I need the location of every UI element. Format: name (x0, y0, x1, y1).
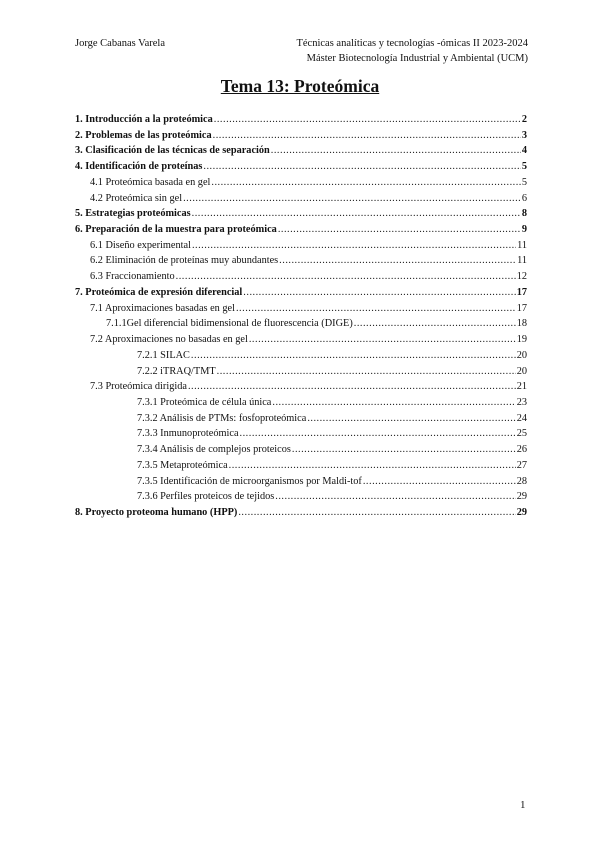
toc-entry-title: 4.1 Proteómica basada en gel (90, 176, 211, 188)
toc-entry-title: 7.3.5 Identificación de microorganismos por Maldi-tof (137, 475, 362, 487)
course-info (296, 36, 528, 66)
toc-leader-dots (243, 285, 515, 301)
course-line-2: Máster Biotecnología Industrial y Ambiental (UCM) (306, 53, 528, 64)
toc-leader-dots (271, 143, 521, 159)
toc-leader-dots (203, 159, 520, 175)
toc-entry[interactable] (75, 285, 527, 301)
toc-entry[interactable] (75, 332, 527, 348)
toc-entry[interactable] (75, 316, 527, 332)
toc-entry-page: 6 (521, 192, 527, 204)
toc-entry-title: 6. Preparación de la muestra para proteómica (75, 224, 277, 236)
page-title: Tema 13: Proteómica (220, 76, 380, 96)
toc-leader-dots (279, 253, 516, 269)
toc-entry-page: 29 (516, 491, 527, 503)
toc-entry-title: 7.3.5 Metaproteómica (137, 459, 228, 471)
toc-leader-dots (240, 426, 516, 442)
toc-entry[interactable] (75, 489, 527, 505)
toc-entry-page: 5 (521, 161, 527, 173)
toc-entry[interactable] (75, 191, 527, 207)
toc-leader-dots (278, 222, 521, 238)
toc-entry-title: 7.2 Aproximaciones no basadas en gel (90, 334, 248, 346)
toc-entry-title: 6.2 Eliminación de proteínas muy abundantes (90, 255, 279, 267)
toc-leader-dots (272, 395, 515, 411)
toc-entry[interactable] (75, 348, 527, 364)
toc-leader-dots (192, 238, 516, 254)
toc-entry-title: 1. Introducción a la proteómica (75, 114, 213, 125)
toc-entry-title: 6.1 Diseño experimental (90, 239, 191, 251)
toc-entry-title: 6.3 Fraccionamiento (90, 271, 175, 283)
toc-entry-page: 29 (516, 506, 527, 518)
toc-leader-dots (214, 112, 521, 128)
toc-entry-title: 7.3.1 Proteómica de célula única (137, 396, 272, 408)
toc-leader-dots (238, 505, 515, 521)
toc-entry-title: 5. Estrategias proteómicas (75, 208, 191, 220)
toc-entry-page: 20 (516, 349, 527, 361)
toc-entry-page: 20 (516, 365, 527, 377)
toc-leader-dots (236, 301, 516, 317)
toc-entry-page: 17 (516, 286, 527, 298)
toc-entry-title: 7.3 Proteómica dirigida (90, 381, 187, 393)
toc-entry[interactable] (75, 206, 527, 222)
toc-entry-title: 4. Identificación de proteínas (75, 161, 203, 173)
toc-entry[interactable] (75, 159, 527, 175)
toc-entry-page: 9 (521, 224, 527, 236)
toc-leader-dots (211, 175, 520, 191)
toc-entry-page: 24 (516, 412, 527, 424)
toc-entry-page: 8 (521, 208, 527, 220)
toc-entry[interactable] (75, 505, 527, 521)
toc-leader-dots (275, 489, 515, 505)
toc-entry-page: 18 (516, 318, 527, 330)
toc-entry-page: 4 (521, 145, 527, 157)
toc-entry[interactable] (75, 426, 527, 442)
toc-entry-page: 28 (516, 475, 527, 487)
toc-entry-title: 7. Proteómica de expresión diferencial (75, 286, 243, 298)
toc-entry[interactable] (75, 474, 527, 490)
toc-entry[interactable] (75, 222, 527, 238)
toc-entry-title: 7.3.4 Análisis de complejos proteicos (137, 444, 291, 456)
toc-leader-dots (292, 442, 516, 458)
toc-entry-page: 26 (516, 444, 527, 456)
toc-leader-dots (229, 458, 516, 474)
toc-entry-page: 25 (516, 428, 527, 440)
toc-entry[interactable] (75, 238, 527, 254)
toc-entry[interactable] (75, 364, 527, 380)
toc-entry-page: 11 (517, 255, 527, 267)
toc-entry[interactable] (75, 253, 527, 269)
toc-entry-title: 7.3.2 Análisis de PTMs: fosfoproteómica (137, 412, 307, 424)
table-of-contents (75, 112, 527, 521)
toc-entry-title: 7.3.6 Perfiles proteicos de tejidos (137, 491, 275, 503)
toc-leader-dots (191, 348, 516, 364)
toc-entry-page: 12 (516, 271, 527, 283)
toc-leader-dots (183, 191, 521, 207)
toc-entry-title: 7.2.2 iTRAQ/TMT (137, 365, 216, 377)
toc-leader-dots (307, 411, 515, 427)
toc-leader-dots (192, 206, 521, 222)
toc-leader-dots (176, 269, 516, 285)
toc-entry[interactable] (75, 269, 527, 285)
toc-entry-page: 17 (516, 302, 527, 314)
toc-entry-title: 7.2.1 SILAC (137, 349, 190, 361)
toc-leader-dots (217, 364, 516, 380)
toc-entry[interactable] (75, 143, 527, 159)
toc-entry-title: 7.1.1Gel diferencial bidimensional de fluorescencia (DIGE) (106, 318, 353, 330)
toc-entry[interactable] (75, 128, 527, 144)
toc-entry[interactable] (75, 112, 527, 128)
toc-entry-title: 8. Proyecto proteoma humano (HPP) (75, 506, 238, 518)
toc-leader-dots (249, 332, 516, 348)
toc-leader-dots (354, 316, 516, 332)
toc-entry-page: 3 (521, 129, 527, 141)
toc-entry[interactable] (75, 175, 527, 191)
toc-entry[interactable] (75, 301, 527, 317)
toc-entry-page: 19 (516, 334, 527, 346)
toc-entry-page: 23 (516, 396, 527, 408)
toc-entry-title: 7.3.3 Inmunoproteómica (137, 428, 239, 440)
toc-entry[interactable] (75, 442, 527, 458)
author-name: Jorge Cabanas Varela (75, 38, 165, 49)
toc-entry[interactable] (75, 379, 527, 395)
toc-entry[interactable] (75, 411, 527, 427)
toc-leader-dots (188, 379, 516, 395)
toc-entry[interactable] (75, 458, 527, 474)
toc-leader-dots (213, 128, 521, 144)
toc-entry-page: 5 (521, 176, 527, 188)
toc-entry-title: 3. Clasificación de las técnicas de separación (75, 145, 270, 157)
toc-entry-page: 27 (516, 459, 527, 471)
toc-entry-title: 4.2 Proteómica sin gel (90, 192, 183, 204)
toc-entry[interactable] (75, 395, 527, 411)
toc-entry-title: 7.1 Aproximaciones basadas en gel (90, 302, 235, 314)
course-line-1: Técnicas analíticas y tecnologías -ómicas II 2023-2024 (296, 38, 528, 49)
toc-entry-page: 11 (517, 239, 527, 251)
toc-leader-dots (363, 474, 516, 490)
toc-entry-title: 2. Problemas de las proteómica (75, 129, 212, 141)
toc-entry-page: 2 (521, 114, 527, 125)
toc-entry-page: 21 (516, 381, 527, 393)
page-number: 1 (520, 799, 526, 811)
